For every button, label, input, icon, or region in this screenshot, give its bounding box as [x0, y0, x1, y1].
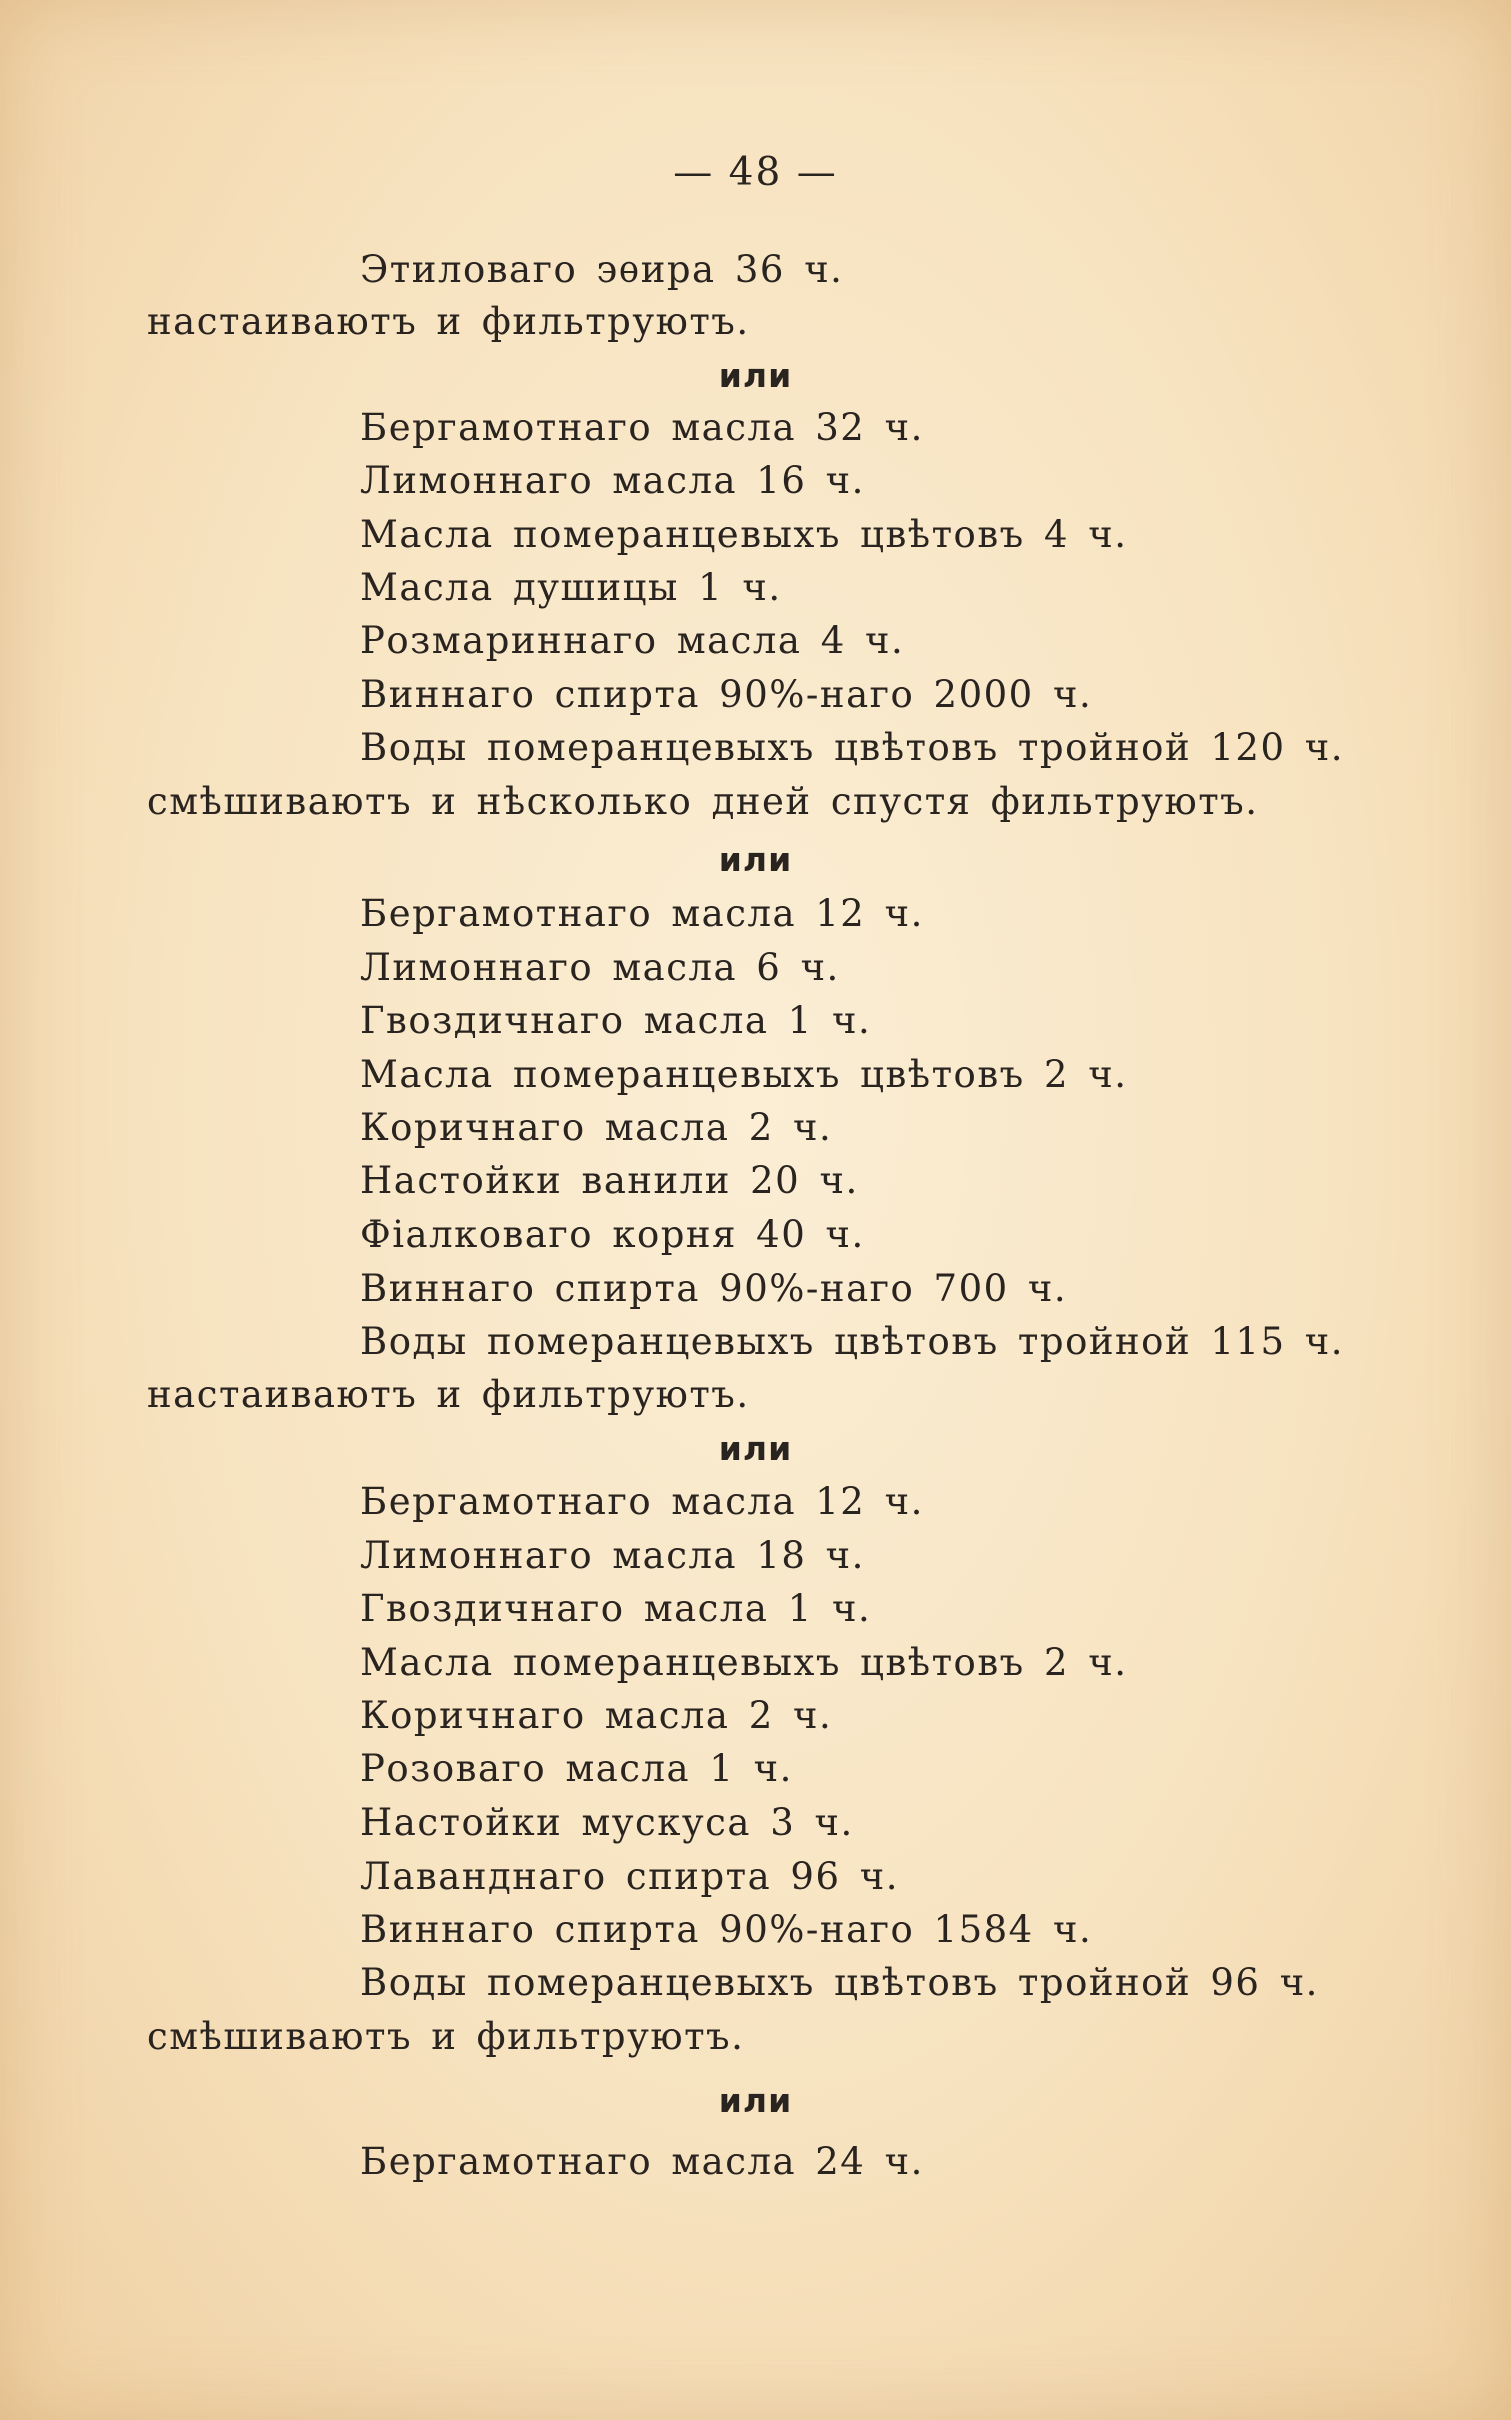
recipe-line: Воды померанцевыхъ цвѣтовъ тройной 120 ч.	[360, 726, 1344, 769]
recipe-line: Масла померанцевыхъ цвѣтовъ 2 ч.	[360, 1641, 1128, 1684]
recipe-line: Коричнаго масла 2 ч.	[360, 1106, 833, 1149]
recipe-line: Розоваго масла 1 ч.	[360, 1747, 793, 1790]
recipe-line: Масла душицы 1 ч.	[360, 566, 782, 609]
recipe-line: Бергамотнаго масла 12 ч.	[360, 1480, 924, 1523]
instruction-line: настаиваютъ и фильтруютъ.	[147, 300, 750, 343]
recipe-line: Настойки ванили 20 ч.	[360, 1159, 859, 1202]
instruction-line: смѣшиваютъ и фильтруютъ.	[147, 2015, 745, 2058]
recipe-line: Лимоннаго масла 6 ч.	[360, 946, 840, 989]
recipe-line: Настойки мускуса 3 ч.	[360, 1801, 854, 1844]
section-divider-ili: или	[718, 840, 793, 879]
recipe-line: Бергамотнаго масла 24 ч.	[360, 2140, 924, 2183]
recipe-line: Воды померанцевыхъ цвѣтовъ тройной 96 ч.	[360, 1961, 1319, 2004]
recipe-line: Лаванднаго спирта 96 ч.	[360, 1855, 899, 1898]
recipe-line: Бергамотнаго масла 12 ч.	[360, 892, 924, 935]
recipe-line: Этиловаго эѳира 36 ч.	[360, 248, 844, 291]
instruction-line: настаиваютъ и фильтруютъ.	[147, 1373, 750, 1416]
recipe-line: Лимоннаго масла 16 ч.	[360, 459, 865, 502]
section-divider-ili: или	[718, 2081, 793, 2120]
recipe-line: Гвоздичнаго масла 1 ч.	[360, 999, 872, 1042]
recipe-line: Лимоннаго масла 18 ч.	[360, 1534, 865, 1577]
recipe-line: Масла померанцевыхъ цвѣтовъ 2 ч.	[360, 1053, 1128, 1096]
recipe-line: Виннаго спирта 90%-наго 1584 ч.	[360, 1908, 1093, 1951]
section-divider-ili: или	[718, 1429, 793, 1468]
recipe-line: Розмариннаго масла 4 ч.	[360, 619, 905, 662]
recipe-line: Виннаго спирта 90%-наго 700 ч.	[360, 1267, 1068, 1310]
recipe-line: Коричнаго масла 2 ч.	[360, 1694, 833, 1737]
section-divider-ili: или	[718, 356, 793, 395]
recipe-line: Масла померанцевыхъ цвѣтовъ 4 ч.	[360, 513, 1128, 556]
instruction-line: смѣшиваютъ и нѣсколько дней спустя фильтруютъ.	[147, 780, 1259, 823]
recipe-line: Гвоздичнаго масла 1 ч.	[360, 1587, 872, 1630]
recipe-line: Бергамотнаго масла 32 ч.	[360, 406, 924, 449]
page-number: — 48 —	[673, 150, 838, 195]
recipe-line: Фіалковаго корня 40 ч.	[360, 1213, 865, 1256]
recipe-line: Воды померанцевыхъ цвѣтовъ тройной 115 ч.	[360, 1320, 1344, 1363]
recipe-line: Виннаго спирта 90%-наго 2000 ч.	[360, 673, 1093, 716]
